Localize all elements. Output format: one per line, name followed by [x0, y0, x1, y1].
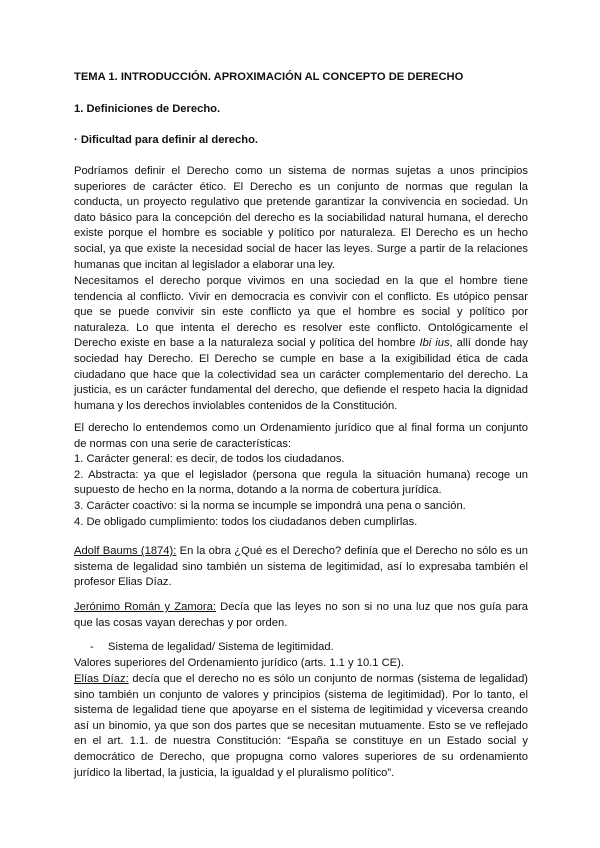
author-text: En la obra ¿Qué es el Derecho? definía que el Derecho no sólo es un sistema de legalidad sino también un sistema de legitimidad, así lo expresaba también el profesor Elias Díaz.: [74, 545, 528, 589]
author-text: Decía que las leyes no son si no una luz que nos guía para que las cosas vayan derechas y por orden.: [74, 601, 528, 629]
author-name: Jerónimo Román y Zamora:: [74, 601, 216, 613]
latin-phrase: Ibi ius: [419, 337, 450, 350]
paragraph-text: Necesitamos el derecho porque vivimos en una sociedad en la que el hombre tiene tendencia al conflicto. Vivir en democracia es convivir con el conflicto. Es utópico pensar que se puede convivir sin este conflicto ya que el hombre es social y político por naturaleza. Lo que intenta el derecho es resolver este conflicto. Ontológicamente el Derecho existe en base a la naturaleza social y política del hombre: [74, 275, 528, 350]
author-name: Adolf Baums (1874):: [74, 545, 177, 557]
roman-paragraph: [74, 600, 528, 631]
characteristics-intro: El derecho lo entendemos como un Ordenamiento jurídico que al final forma un conjunto de normas con una serie de características:: [74, 422, 528, 450]
section-heading: 1. Definiciones de Derecho.: [74, 103, 221, 115]
author-name: Elías Díaz:: [74, 673, 129, 685]
list-item: 4. De obligado cumplimiento: todos los ciudadanos deben cumplirlas.: [74, 515, 418, 528]
paragraph-need-for-law: [74, 274, 528, 414]
dash-item-text: Sistema de legalidad/ Sistema de legitimidad.: [108, 641, 334, 653]
subheading: · Dificultad para definir al derecho.: [74, 134, 259, 146]
paragraph-text: , allí donde hay sociedad hay Derecho. El Derecho se cumple en base a la exigibilidad ética de cada ciudadano que hace que la colectividad sea un carácter complementario del derecho. La justicia, es un carácter fundamental del derecho, que defiende el respeto hacia la dignidad humana y los derechos inviolables contenidos de la Constitución.: [74, 337, 528, 412]
document-title: TEMA 1. INTRODUCCIÓN. APROXIMACIÓN AL CONCEPTO DE DERECHO: [74, 71, 464, 83]
dash-list-item: [74, 640, 528, 656]
baums-paragraph: [74, 544, 528, 591]
paragraph-definition: Podríamos definir el Derecho como un sistema de normas sujetas a unos principios superiores de carácter ético. El Derecho es un conjunto de normas que regulan la conducta, un proyecto regulativo que pretende garantizar la convivencia en sociedad. Un dato básico para la concepción del derecho es la sociabilidad natural humana, el derecho existe porque el hombre es sociable y político por naturaleza. El Derecho es un hecho social, ya que existe la necesidad social de hacer las leyes. Surge a partir de la relaciones humanas que incitan al legislador a elaborar una ley.: [74, 165, 528, 271]
dash-bullet-icon: -: [90, 641, 94, 653]
list-item: 3. Carácter coactivo: si la norma se incumple se impondrá una pena o sanción.: [74, 499, 466, 512]
list-item: 2. Abstracta: ya que el legislador (persona que regula la situación humana) recoge un supuesto de hecho en la norma, dotando a la norma de cobertura jurídica.: [74, 468, 528, 497]
list-item: 1. Carácter general: es decir, de todos los ciudadanos.: [74, 453, 345, 466]
diaz-paragraph: [74, 672, 528, 781]
valores-line: Valores superiores del Ordenamiento jurídico (arts. 1.1 y 10.1 CE).: [74, 657, 404, 669]
author-text: decía que el derecho no es sólo un conjunto de normas (sistema de legalidad) sino también un conjunto de valores y principios (sistema de legitimidad). Por lo tanto, el sistema de legalidad tiene que apoyarse en el sistema de legitimidad y viceversa creando así un binomio, ya que son dos partes que se necesitan mutuamente. Esto se ve reflejado en el art. 1.1. de nuestra Constitución: “España se constituye en un Estado social y democrático de Derecho, que propugna como valores superiores de su ordenamiento jurídico la libertad, la justicia, la igualdad y el pluralismo político”.: [74, 673, 529, 779]
characteristics-block: [74, 421, 528, 530]
